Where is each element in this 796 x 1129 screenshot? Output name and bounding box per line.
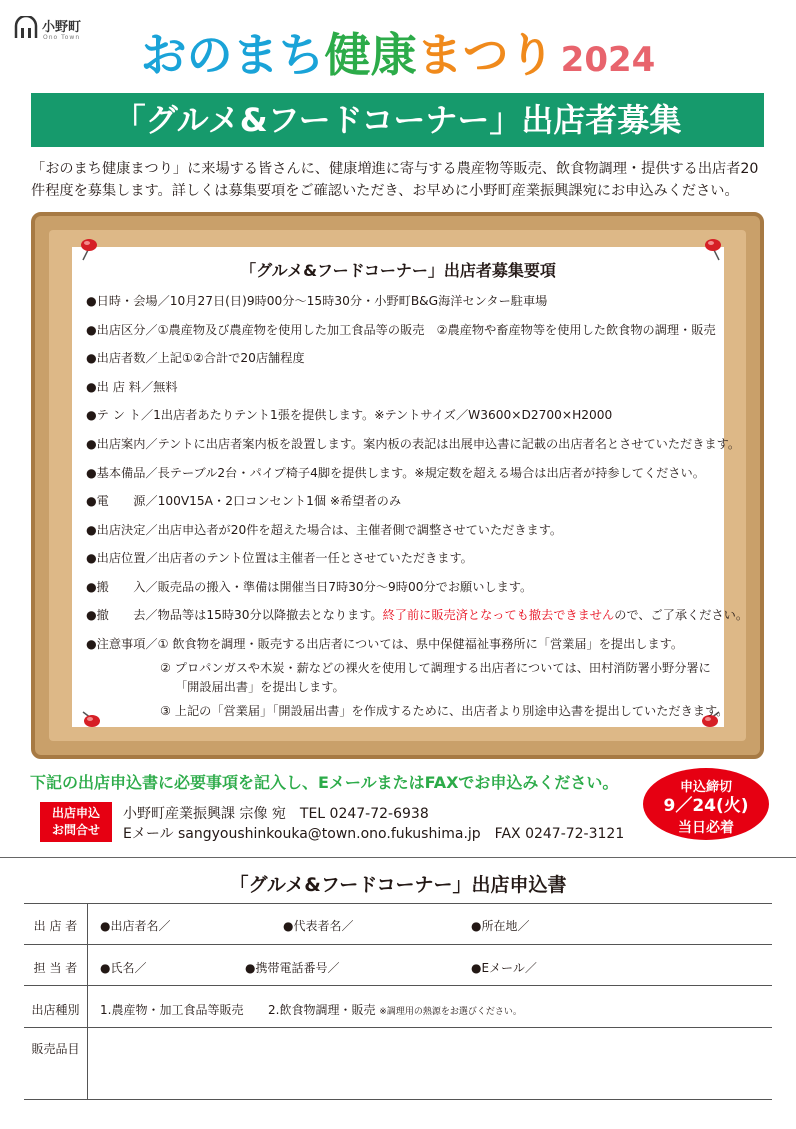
form-label-category: 出店種別: [31, 1003, 80, 1017]
recruitment-banner: 「グルメ&フードコーナー」出店者募集: [31, 93, 764, 147]
form-rule: [24, 944, 772, 945]
town-name-english: Ono Town: [43, 34, 81, 41]
requirements-title: 「グルメ&フードコーナー」出店者募集要項: [240, 261, 556, 280]
requirement-item: ●日時・会場／10月27日(日)9時00分～15時30分・小野町B&G海洋センター駐車場: [86, 294, 548, 308]
form-rule: [24, 1027, 772, 1028]
event-title: おのまち健康まつり 2024: [140, 28, 656, 82]
address-field[interactable]: ●所在地／: [471, 919, 530, 933]
contact-email-fax: Eメール sangyoushinkouka@town.ono.fukushima.jp FAX 0247-72-3121: [123, 826, 625, 842]
requirement-item: ●出店区分／①農産物及び農産物を使用した加工食品等の販売 ②農産物や畜産物等を使用した飲食物の調理・販売: [86, 323, 716, 337]
event-year: 2024: [560, 40, 656, 80]
requirement-item: ●搬 入／販売品の搬入・準備は開催当日7時30分～9時00分でお願いします。: [86, 580, 533, 594]
requirement-item: ●出店決定／出店申込者が20件を超えた場合は、主催者側で調整させていただきます。: [86, 523, 563, 537]
notes-item: 「開設届出書」を提出します。: [175, 680, 345, 694]
apply-instruction: 下記の出店申込書に必要事項を記入し、EメールまたはFAXでお申込みください。: [30, 773, 619, 792]
requirement-item: ●基本備品／長テーブル2台・パイプ椅子4脚を提供します。※規定数を超える場合は出店者が持参してください。: [86, 466, 705, 480]
cut-line: [0, 857, 796, 858]
form-label-exhibitor: 出 店 者: [33, 919, 78, 933]
form-label-contact-person: 担 当 者: [33, 961, 78, 975]
category-option-1[interactable]: 1.農産物・加工食品等販売: [100, 1003, 244, 1017]
form-rule: [24, 903, 772, 904]
mobile-phone-field[interactable]: ●携帯電話番号／: [245, 961, 340, 975]
email-field[interactable]: ●Eメール／: [471, 961, 537, 975]
requirement-item: ●出店位置／出店者のテント位置は主催者一任とさせていただきます。: [86, 551, 473, 565]
form-rule: [24, 985, 772, 986]
removal-warning: 終了前に販売済となっても撤去できません: [382, 608, 615, 622]
notes-item: ③ 上記の「営業届」「開設届出書」を作成するために、出店者より別途申込書を提出していただきます。: [160, 704, 729, 718]
contact-phone: 小野町産業振興課 宗像 宛 TEL 0247-72-6938: [123, 806, 429, 822]
sales-items-field[interactable]: [90, 1030, 770, 1096]
contact-badge: 出店申込 お問合せ: [40, 802, 112, 842]
form-column-rule: [87, 903, 88, 1099]
form-rule: [24, 1099, 772, 1100]
requirement-item: ●出店案内／テントに出店者案内板を設置します。案内板の表記は出展申込書に記載の出店者名とさせていただきます。: [86, 437, 741, 451]
requirement-item: ●出店者数／上記①②合計で20店舗程度: [86, 351, 305, 365]
exhibitor-name-field[interactable]: ●出店者名／: [100, 919, 171, 933]
requirements-paper: [72, 247, 749, 727]
form-label-items: 販売品目: [31, 1042, 80, 1056]
representative-name-field[interactable]: ●代表者名／: [283, 919, 354, 933]
intro-text: 「おのまち健康まつり」に来場する皆さんに、健康増進に寄与する農産物等販売、飲食物調理・提供する出店者20件程度を募集します。詳しくは募集要項をご確認いただき、お早めに小野町産業振興課宛にお申込みください。: [31, 161, 759, 199]
town-name: 小野町: [42, 20, 82, 35]
notes-item: ●注意事項／① 飲食物を調理・販売する出店者については、県中保健福祉事務所に「営業届」を提出します。: [86, 637, 684, 651]
contact-name-field[interactable]: ●氏名／: [100, 961, 147, 975]
requirement-item: ●電 源／100V15A・2口コンセント1個 ※希望者のみ: [86, 494, 402, 508]
form-title: 「グルメ&フードコーナー」出店申込書: [229, 874, 567, 896]
pushpin-icon: [80, 706, 102, 732]
deadline-badge: 申込締切 9／24(火) 当日必着: [643, 768, 769, 840]
requirement-item-removal: ●撤 去／物品等は15時30分以降撤去となります。終了前に販売済となっても撤去できませんので、ご了承ください。: [86, 608, 749, 622]
category-option-2[interactable]: 2.飲食物調理・販売 ※調理用の熱源をお選びください。: [268, 1003, 522, 1017]
requirement-item: ●出 店 料／無料: [86, 380, 178, 394]
category-note: ※調理用の熱源をお選びください。: [379, 1007, 522, 1017]
requirement-item: ●テ ン ト／1出店者あたりテント1張を提供します。※テントサイズ／W3600×D2700×H2000: [86, 408, 613, 422]
notes-item: ② プロパンガスや木炭・薪などの裸火を使用して調理する出店者については、田村消防署小野分署に: [160, 661, 711, 675]
